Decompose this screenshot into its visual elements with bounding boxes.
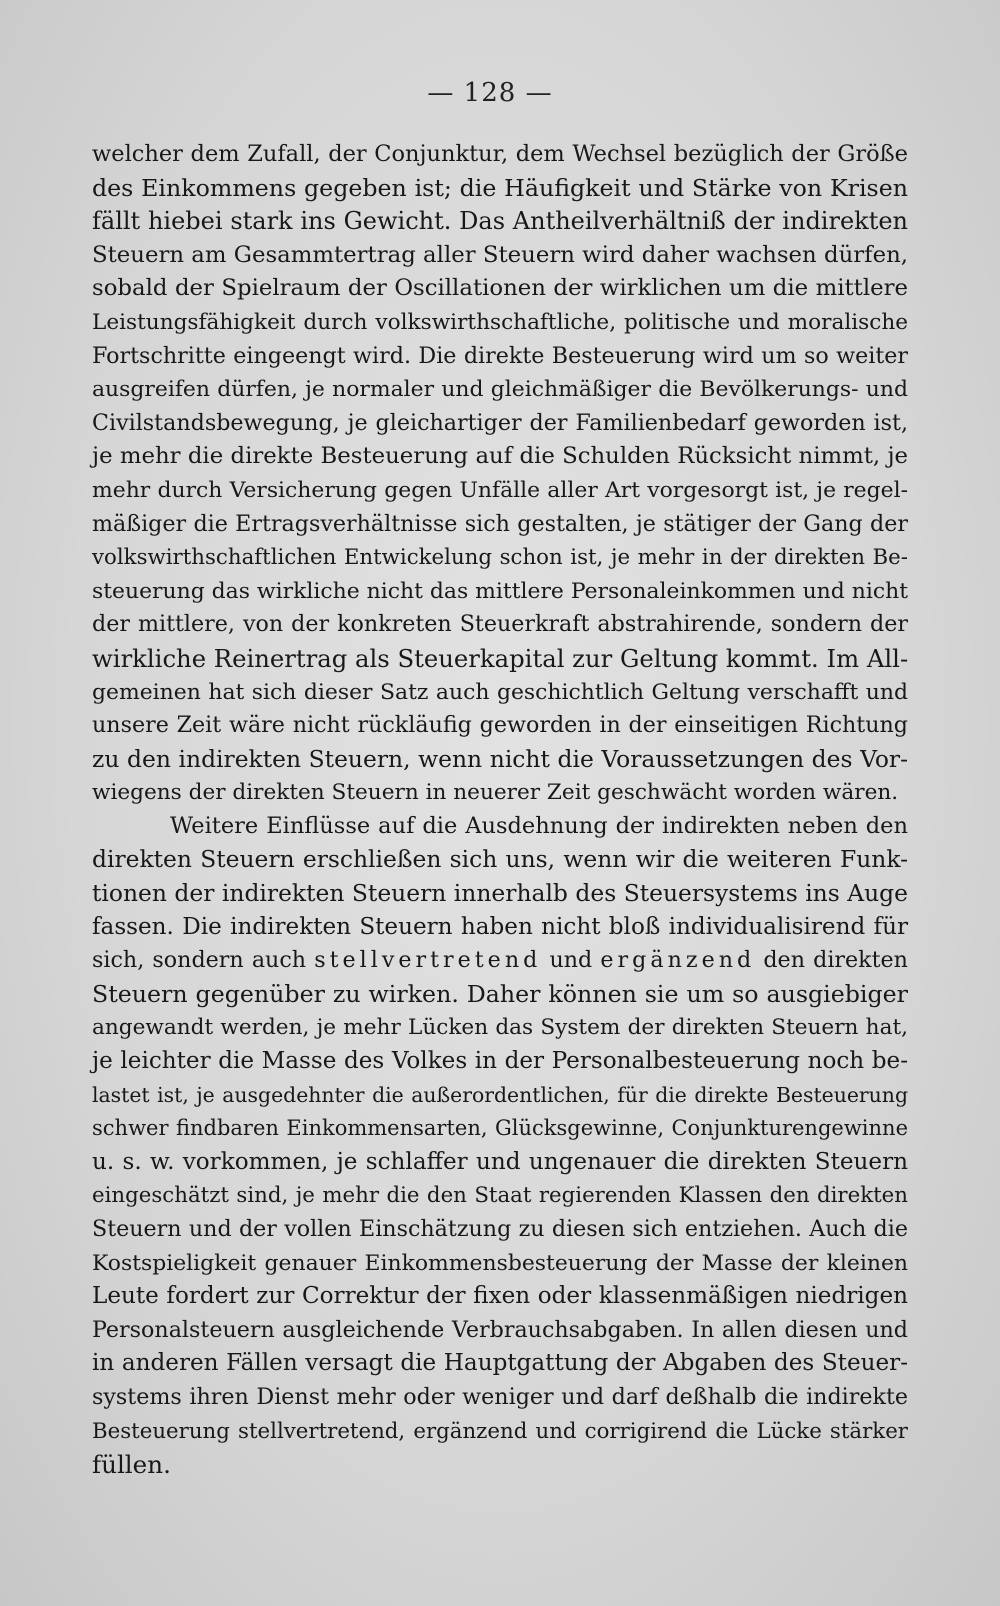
text-line: wirkliche Reinertrag als Steuerkapital zur Geltung kommt. Im All- <box>92 643 909 673</box>
text-line: Steuern am Gesammtertrag aller Steuern wird daher wachsen dürfen, <box>92 241 908 268</box>
text-segment: den direkten <box>763 947 908 974</box>
text-line: wiegens der direkten Steuern in neuerer Zeit geschwächt worden wären. <box>92 780 899 806</box>
text-line: Besteuerung stellvertretend, ergänzend und corrigirend die Lücke stärker <box>92 1418 908 1444</box>
text-line: unsere Zeit wäre nicht rückläufig geworden in der einseitigen Richtung <box>92 712 908 739</box>
text-line: Steuern gegenüber zu wirken. Daher können sie um so ausgiebiger <box>92 979 908 1008</box>
text-line: mehr durch Versicherung gegen Unfälle aller Art vorgesorgt ist, je regel- <box>92 477 908 503</box>
text-line: Personalsteuern ausgleichende Verbrauchsabgaben. In allen diesen und <box>92 1316 908 1343</box>
text-line: welcher dem Zufall, der Conjunktur, dem Wechsel bezüglich der Größe <box>92 141 908 167</box>
text-line: der mittlere, von der konkreten Steuerkraft abstrahirende, sondern der <box>92 611 908 638</box>
emphasis-stellvertretend: stellvertretend <box>314 947 542 974</box>
emphasis-ergaenzend: ergänzend <box>600 947 756 974</box>
text-line: tionen der indirekten Steuern innerhalb des Steuersystems ins Auge <box>92 879 908 908</box>
page-number: — 128 — <box>427 78 553 108</box>
text-line: u. s. w. vorkommen, je schlaffer und ungenauer die direkten Steuern <box>92 1148 908 1175</box>
text-line-emphasis <box>92 944 908 978</box>
text-line: des Einkommens gegeben ist; die Häufigkeit und Stärke von Krisen <box>92 173 908 202</box>
text-line: gemeinen hat sich dieser Satz auch geschichtlich Geltung verschafft und <box>92 679 908 705</box>
text-line: Kostspieligkeit genauer Einkommensbesteuerung der Masse der kleinen <box>92 1250 908 1276</box>
text-line: Civilstandsbewegung, je gleichartiger der Familienbedarf geworden ist, <box>92 409 908 436</box>
text-line: direkten Steuern erschließen sich uns, wenn wir die weiteren Funk- <box>92 845 908 874</box>
text-line: lastet ist, je ausgedehnter die außerordentlichen, für die direkte Besteuerung <box>92 1082 908 1107</box>
text-segment: und <box>549 947 593 974</box>
text-line: in anderen Fällen versagt die Hauptgattung der Abgaben des Steuer- <box>92 1350 908 1377</box>
text-line: schwer findbaren Einkommensarten, Glücksgewinne, Conjunkturengewinne <box>92 1116 908 1141</box>
text-line: volkswirthschaftlichen Entwickelung schon ist, je mehr in der direkten Be- <box>92 545 908 571</box>
text-line: angewandt werden, je mehr Lücken das System der direkten Steuern hat, <box>92 1015 908 1041</box>
text-line: mäßiger die Ertragsverhältnisse sich gestalten, je stätiger der Gang der <box>92 510 908 537</box>
text-line: je mehr die direkte Besteuerung auf die Schulden Rücksicht nimmt, je <box>92 443 908 470</box>
text-line: fällt hiebei stark ins Gewicht. Das Antheilverhältniß der indirekten <box>92 207 908 236</box>
text-line: Steuern und der vollen Einschätzung zu diesen sich entziehen. Auch die <box>92 1216 908 1242</box>
text-line: systems ihren Dienst mehr oder weniger und darf deßhalb die indirekte <box>92 1383 908 1410</box>
text-line: eingeschätzt sind, je mehr die den Staat regierenden Klassen den direkten <box>92 1183 908 1209</box>
text-line: zu den indirekten Steuern, wenn nicht die Voraussetzungen des Vor- <box>92 744 908 773</box>
text-line: Leistungsfähigkeit durch volkswirthschaftliche, politische und moralische <box>92 309 908 335</box>
text-line: sobald der Spielraum der Oscillationen der wirklichen um die mittlere <box>92 275 908 302</box>
text-segment: sich, sondern auch <box>92 947 307 974</box>
text-line: fassen. Die indirekten Steuern haben nicht bloß individualisirend für <box>92 913 908 940</box>
text-line: Fortschritte eingeengt wird. Die direkte Besteuerung wird um so weiter <box>92 342 908 369</box>
text-line-paragraph-start: Weitere Einflüsse auf die Ausdehnung der indirekten neben den <box>170 812 908 839</box>
text-line: steuerung das wirkliche nicht das mittlere Personaleinkommen und nicht <box>92 578 909 604</box>
text-line: je leichter die Masse des Volkes in der Personalbesteuerung noch be- <box>92 1048 908 1075</box>
body-text <box>92 138 908 1482</box>
text-line: füllen. <box>92 1450 171 1480</box>
text-line: Leute fordert zur Correktur der fixen oder klassenmäßigen niedrigen <box>92 1283 908 1310</box>
text-line: ausgreifen dürfen, je normaler und gleichmäßiger die Bevölkerungs- und <box>92 377 908 403</box>
